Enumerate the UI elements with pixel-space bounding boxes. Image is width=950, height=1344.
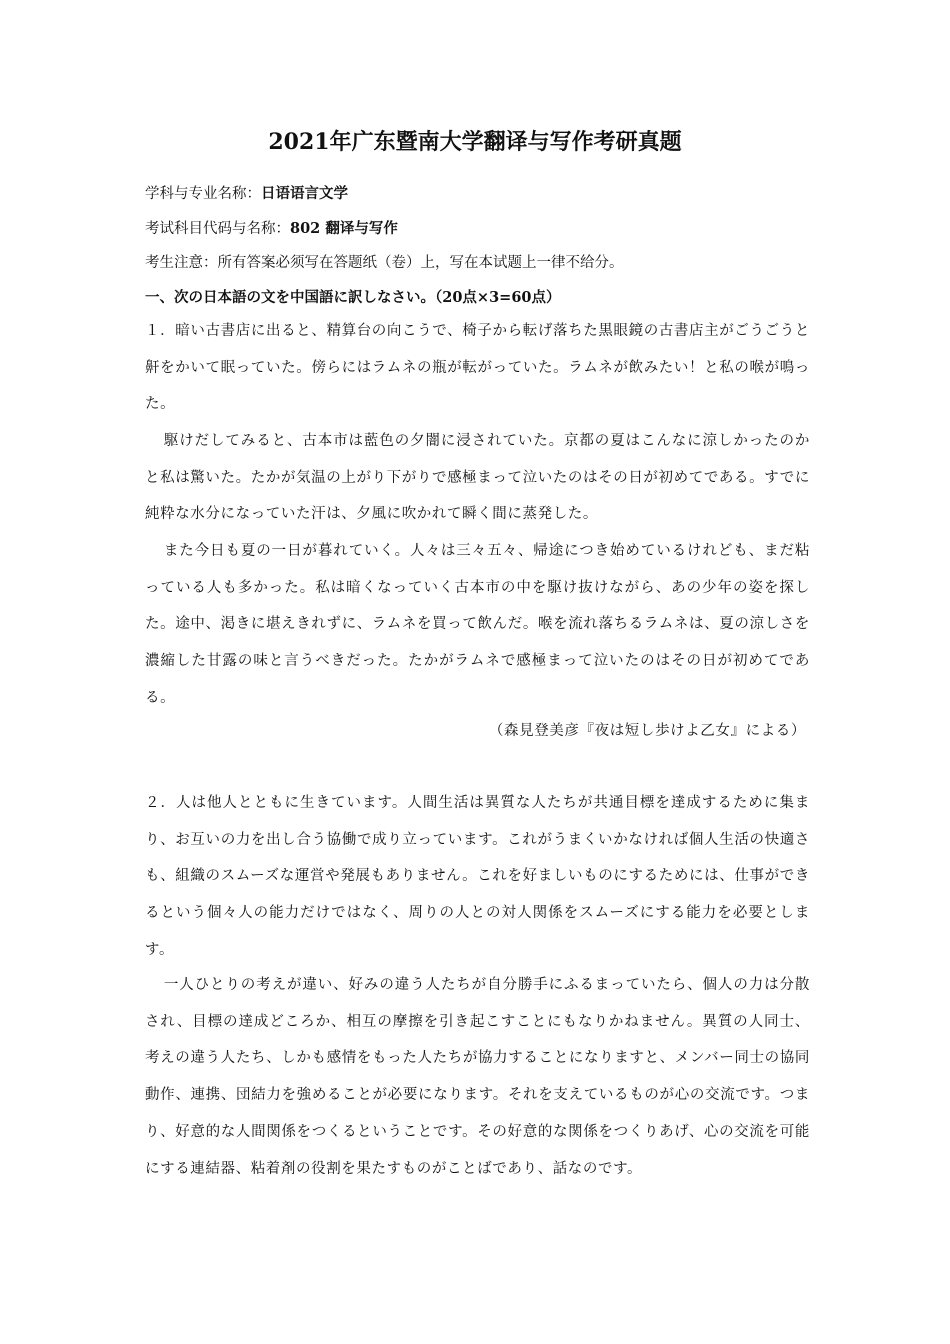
- exam-code-label: 考试科目代码与名称：: [145, 221, 290, 237]
- subject-label: 学科与专业名称：: [145, 186, 261, 202]
- exam-notice: 考生注意：所有答案必须写在答题纸（卷）上，写在本试题上一律不给分。: [145, 255, 624, 271]
- exam-code-value: 802 翻译与写作: [290, 220, 398, 237]
- passage1-paragraph1: １．暗い古書店に出ると、精算台の向こうで、椅子から転げ落ちた黒眼鏡の古書店主がごうごうと鼾をかいて眠っていた。傍らにはラムネの瓶が転がっていた。ラムネが飲みたい！と私の喉が鳴った。: [145, 323, 810, 413]
- section-heading: 一、次の日本語の文を中国語に訳しなさい。（20点×3=60点）: [145, 289, 561, 306]
- passage1-paragraph2: 駆けだしてみると、古本市は藍色の夕闇に浸されていた。京都の夏はこんなに涼しかったのかと私は驚いた。たかが気温の上がり下がりで感極まって泣いたのはその日が初めてである。すでに純粋な水分になっていた汗は、夕風に吹かれて瞬く間に蒸発した。: [145, 433, 810, 523]
- passage2-paragraph2: 一人ひとりの考えが違い、好みの違う人たちが自分勝手にふるまっていたら、個人の力は分散され、目標の達成どころか、相互の摩擦を引き起こすことにもなりかねません。異質の人同士、考えの違う人たち、しかも感情をもった人たちが協力することになりますと、メンバー同士の協同動作、連携、団結力を強めることが必要になります。それを支えているものが心の交流です。つまり、好意的な人間関係をつくるということです。その好意的な関係をつくりあげ、心の交流を可能にする連結器、粘着剤の役割を果たすものがことばであり、話なのです。: [145, 977, 810, 1177]
- subject-value: 日语语言文学: [261, 185, 348, 202]
- passage1-paragraph3: また今日も夏の一日が暮れていく。人々は三々五々、帰途につき始めているけれども、まだ粘っている人も多かった。私は暗くなっていく古本市の中を駆け抜けながら、あの少年の姿を探した。途中、渇きに堪えきれずに、ラムネを買って飲んだ。喉を流れ落ちるラムネは、夏の涼しさを濃縮した甘露の味と言うべきだった。たかがラムネで感極まって泣いたのはその日が初めてである。: [145, 543, 810, 706]
- page-title: 2021年广东暨南大学翻译与写作考研真题: [268, 129, 682, 155]
- subject-line: [145, 183, 348, 205]
- passage2-paragraph1: ２．人は他人とともに生きています。人間生活は異質な人たちが共通目標を達成するために集まり、お互いの力を出し合う協働で成り立っています。これがうまくいかなければ個人生活の快適さも、組織のスムーズな運営や発展もありません。これを好ましいものにするためには、仕事ができるという個々人の能力だけではなく、周りの人との対人関係をスムーズにする能力を必要とします。: [145, 795, 810, 958]
- passage1-source: （森見登美彦『夜は短し歩けよ乙女』による）: [488, 723, 806, 739]
- exam-code-line: [145, 218, 398, 240]
